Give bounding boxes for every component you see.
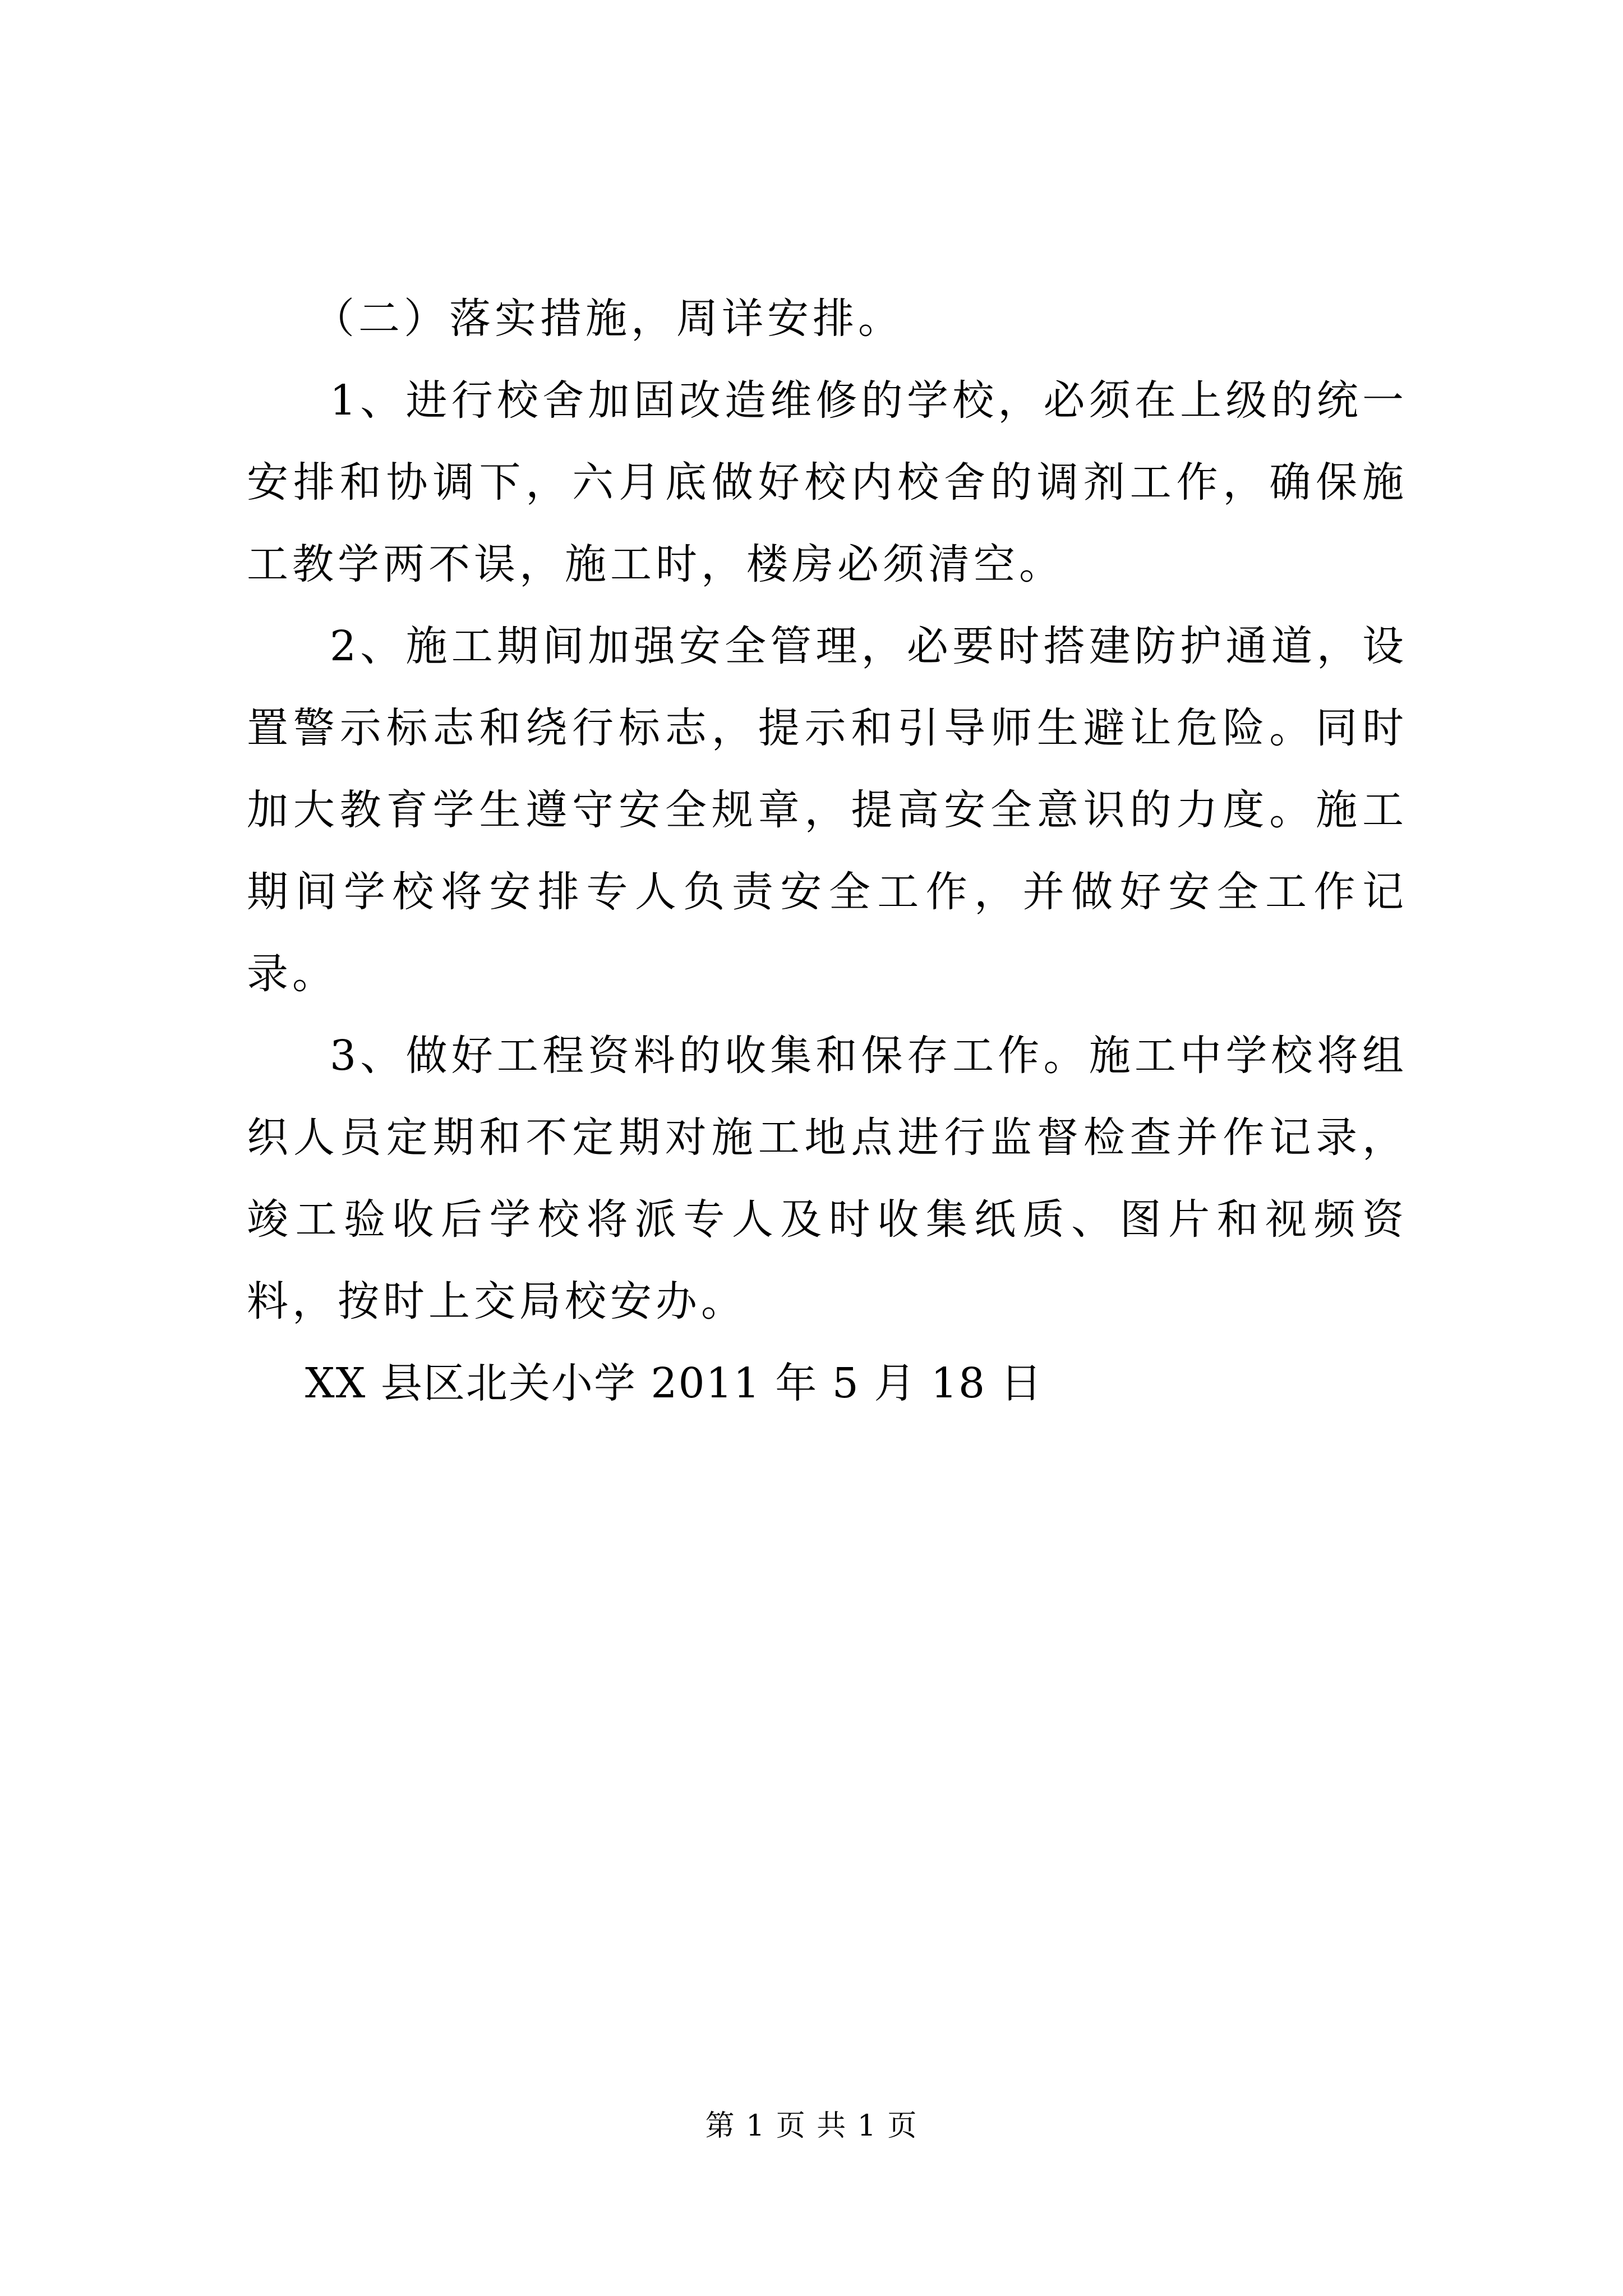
page-number-footer: 第 1 页 共 1 页 [705, 2109, 918, 2143]
document-body [247, 278, 1408, 1424]
paragraph-1: 1、进行校舍加固改造维修的学校，必须在上级的统一安排和协调下，六月底做好校内校舍的调剂工作，确保施工教学两不误，施工时，楼房必须清空。 [247, 376, 1408, 588]
paragraph-2: 2、施工期间加强安全管理，必要时搭建防护通道，设置警示标志和绕行标志，提示和引导师生避让危险。同时加大教育学生遵守安全规章，提高安全意识的力度。施工期间学校将安排专人负责安全工作，并做好安全工作记录。 [247, 622, 1408, 998]
section-heading: （二）落实措施，周详安排。 [313, 295, 903, 343]
paragraph-3: 3、做好工程资料的收集和保存工作。施工中学校将组织人员定期和不定期对施工地点进行监督检查并作记录，竣工验收后学校将派专人及时收集纸质、图片和视频资料，按时上交局校安办。 [247, 1032, 1408, 1326]
signature-line: XX 县区北关小学 2011 年 5 月 18 日 [305, 1359, 1043, 1407]
